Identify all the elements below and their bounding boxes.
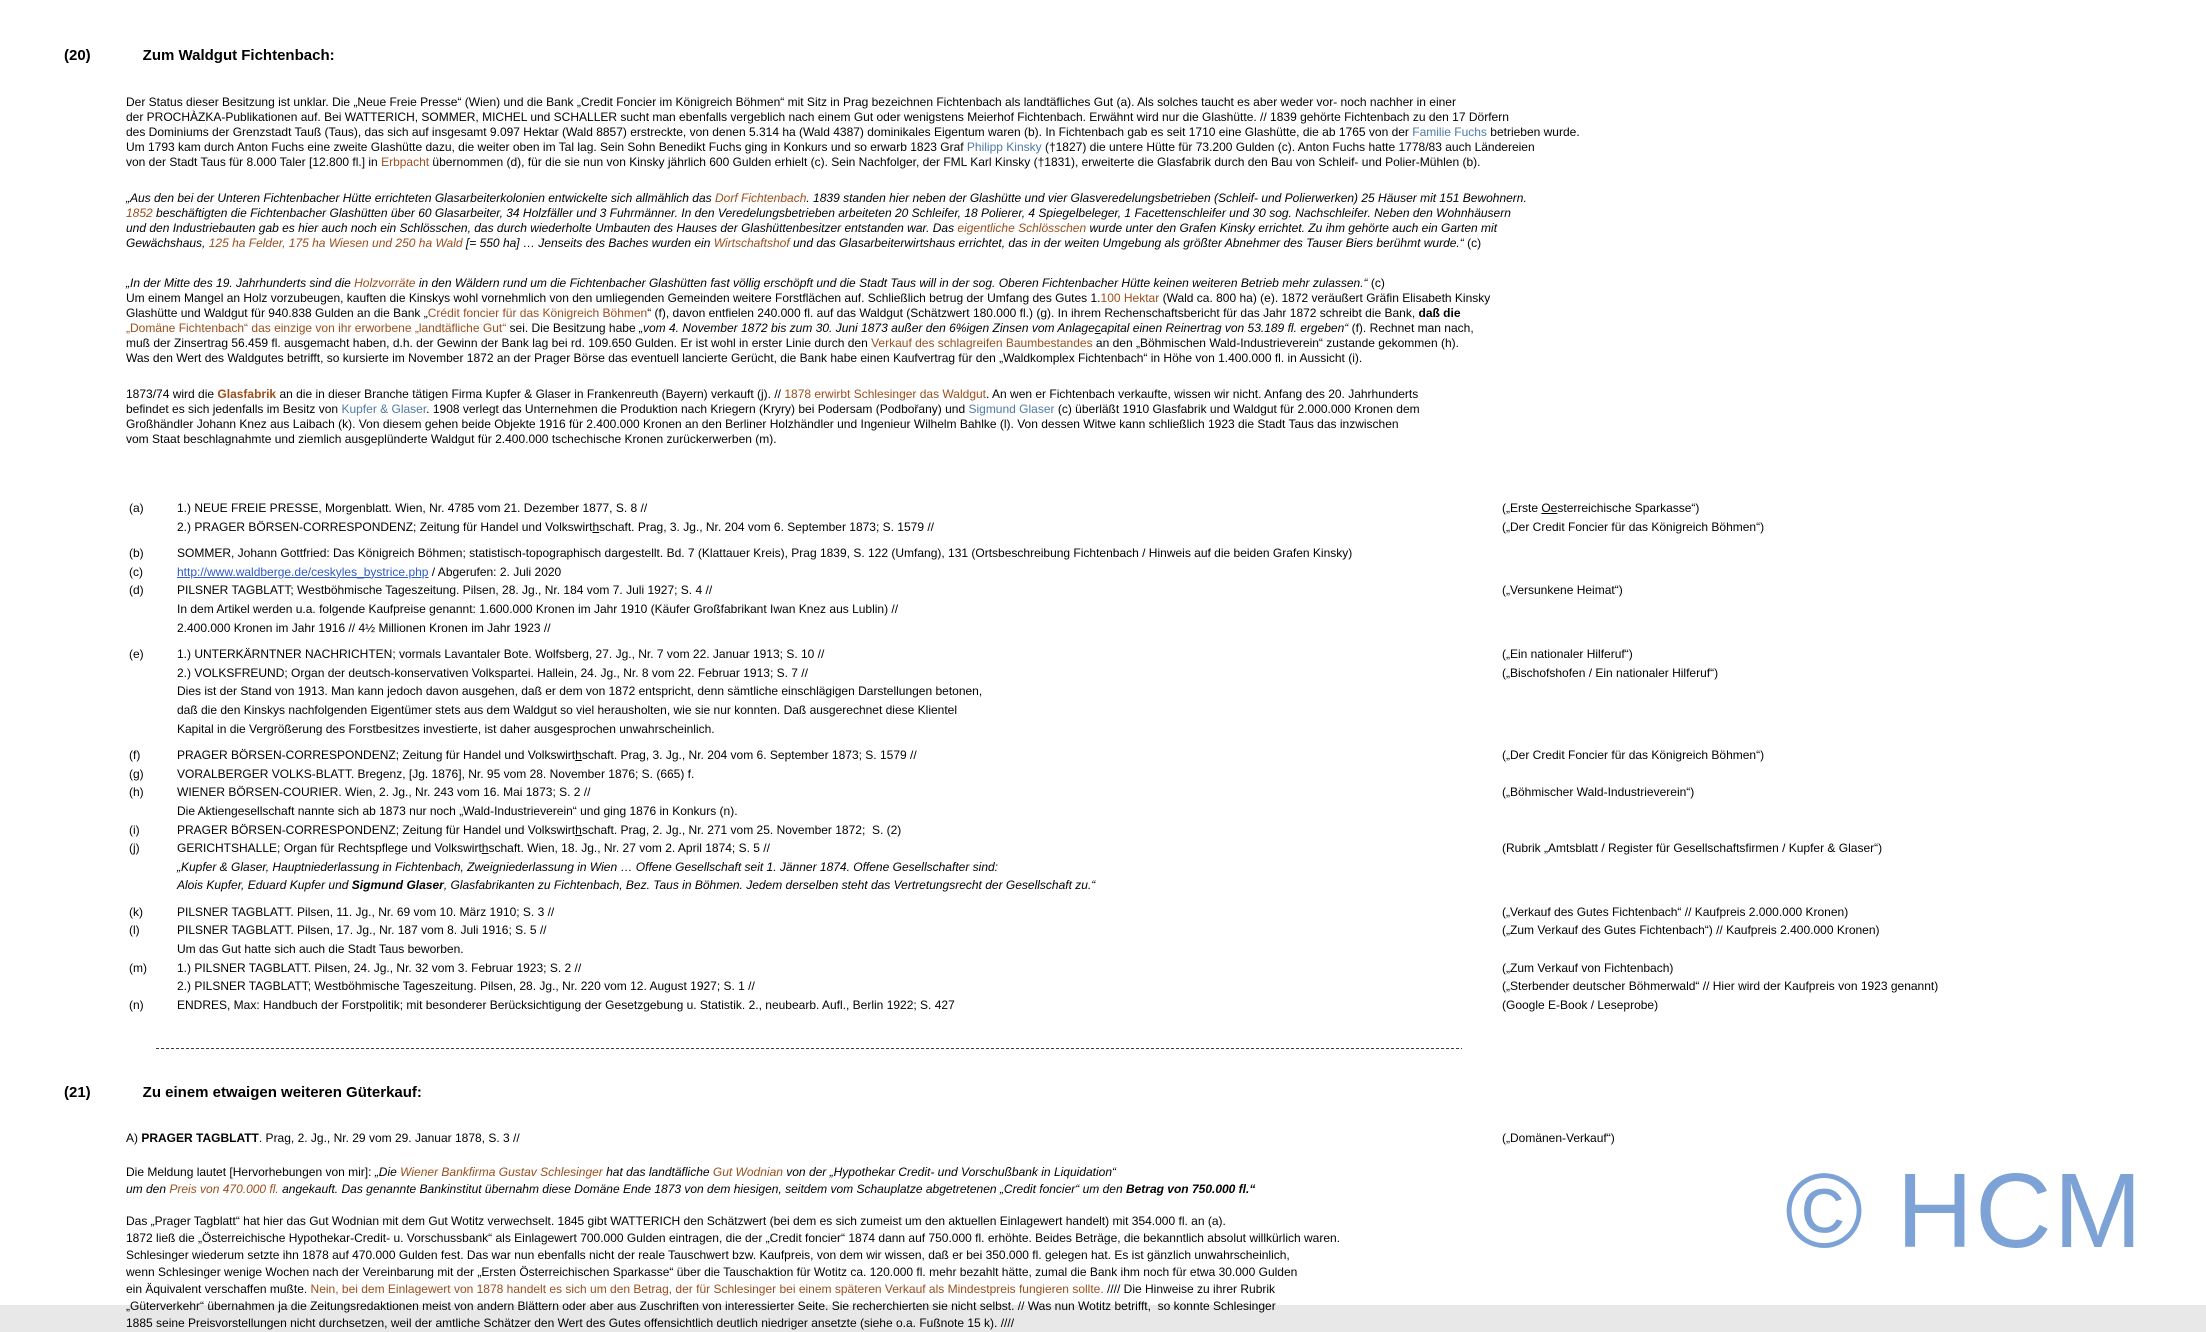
text-segment: Wiener Bankfirma Gustav Schlesinger [400, 1165, 603, 1180]
text-segment: („Der Credit Foncier für das Königreich Böhmen“) [1502, 519, 1765, 534]
footnote-text [177, 748, 917, 762]
section-20-number: (20) [64, 47, 91, 64]
text-line [126, 387, 2206, 402]
text-segment: der PROCHÀZKA-Publikationen auf. Bei WATTERICH, SOMMER, MICHEL und SCHALLER sucht man ebenfalls vergeblich nach einem Gut oder wenigstens Meierhof Fichtenbach. Erwähnt wird nur die Glashütte. // 1839 gehörte Fichtenbach zu den 17 Dörfern [126, 110, 1509, 124]
text-segment: h [575, 748, 582, 763]
text-line [126, 432, 2206, 447]
text-line [126, 125, 2206, 140]
text-segment: sterreichische Sparkasse“) [1557, 501, 1700, 515]
footnote-text [177, 905, 554, 919]
footnote-label: (m) [129, 960, 147, 975]
text-segment: 1.) PILSNER TAGBLATT. Pilsen, 24. Jg., Nr. 32 vom 3. Februar 1923; S. 2 // [177, 960, 582, 975]
text-segment: („Verkauf des Gutes Fichtenbach“ // Kaufpreis 2.000.000 Kronen) [1502, 904, 1849, 919]
text-segment: PILSNER TAGBLATT. Pilsen, 11. Jg., Nr. 69 vom 10. März 1910; S. 3 // [177, 904, 555, 919]
text-segment: / Abgerufen: 2. Juli 2020 [428, 564, 562, 579]
text-segment: Gut Wodnian [712, 1165, 783, 1180]
text-segment: „Aus den bei der Unteren Fichtenbacher Hütte errichteten Glasarbeiterkolonien entwickelte sich allmählich das [126, 191, 715, 205]
text-line [126, 336, 2206, 351]
text-line [126, 1315, 2206, 1332]
margin-annotation [1502, 581, 1623, 600]
text-segment: sei. Die Besitzung habe [506, 321, 639, 335]
text-segment: apital einen Reinertrag von 53.189 fl. ergeben“ [1100, 321, 1349, 335]
section-21-title: Zu einem etwaigen weiteren Güterkauf: [142, 1084, 422, 1102]
text-segment: „Kupfer & Glaser, Hauptniederlassung in Fichtenbach, Zweigniederlassung in Wien … Offene Gesellschaft seit 1. Jänner 1874. Offene Gesellschafter sind: [177, 859, 998, 874]
text-segment: („Versunkene Heimat“) [1502, 583, 1623, 598]
footnote-row [129, 600, 2206, 619]
footnote-text [177, 785, 590, 799]
text-line [126, 206, 2206, 221]
text-segment: Wirtschaftshof [713, 236, 790, 250]
text-segment: („Zum Verkauf des Gutes Fichtenbach“) // Kaufpreis 2.400.000 Kronen) [1502, 923, 1880, 938]
text-segment: (Rubrik „Amtsblatt / Register für Gesellschaftsfirmen / Kupfer & Glaser“) [1502, 841, 1883, 856]
footnote-label: (e) [129, 647, 144, 662]
text-segment: daß die den Kinskys nachfolgenden Eigentümer stets aus dem Waldgut so viel herausholten, wie sie nur konnten. Daß ausgerechnet diese Klientel [177, 702, 958, 717]
footnote-text [177, 767, 694, 781]
text-segment: „Domäne Fichtenbach“ das einzige von ihr erworbene „landtäfliche Gut“ [126, 321, 507, 335]
text-segment: . An wen er Fichtenbach verkaufte, wissen wir nicht. Anfang des 20. Jahrhunderts [986, 387, 1419, 401]
text-segment: In dem Artikel werden u.a. folgende Kaufpreise genannt: 1.600.000 Kronen im Jahr 1910 (Käufer Großfabrikant Iwan Knez aus Lublin) // [177, 601, 899, 616]
text-segment: Holzvorräte [354, 276, 416, 290]
text-segment: Dorf Fichtenbach [714, 191, 807, 205]
text-segment: von der Stadt Taus für 8.000 Taler [12.800 fl.] in [126, 155, 382, 169]
text-segment: //// Die Hinweise zu ihrer Rubrik [1103, 1282, 1276, 1297]
text-segment: des Dominiums der Grenzstadt Tauß (Taus), das sich auf insgesamt 9.097 Hektar (Wald 8857) erstreckte, von denen 5.314 ha (Wald 4387) dominikales Eigentum waren (b). In Fichtenbach gab es seit 1710 eine Glashütte, die ab 1765 von der [126, 125, 1413, 139]
text-segment: Das „Prager Tagblatt“ hat hier das Gut Wodnian mit dem Gut Wotitz verwechselt. 1845 gibt WATTERICH den Schätzwert (bei dem es sich zumeist um den aktuellen Einlagewert handelt) mit 354.000 fl. an (a). [126, 1214, 1226, 1229]
text-segment: Sigmund Glaser [968, 402, 1055, 416]
text-segment: („Bischofshofen / Ein nationaler Hilferuf“) [1502, 665, 1719, 680]
text-segment: Glasfabrik [217, 387, 277, 401]
text-segment: „Güterverkehr“ übernahmen ja die Zeitungsredaktionen meist von andern Blättern oder aber aus Zuschriften von interessierter Seite. Sie recherchierten sie nicht selbst. // Was nun Wotitz betrifft, so konnte Schlesinger [126, 1299, 1276, 1314]
footnote-row [129, 544, 2206, 563]
text-segment: Verkauf des schlagreifen Baumbestandes [871, 336, 1093, 350]
external-link[interactable]: http://www.waldberge.de/ceskyles_bystrice.php [177, 564, 429, 579]
text-segment: (Wald ca. 800 ha) (e). 1872 veräußert Gräfin Elisabeth Kinsky [1159, 291, 1491, 305]
text-segment: Erbpacht [381, 155, 430, 169]
text-segment: schaft. Prag, 3. Jg., Nr. 204 vom 6. September 1873; S. 1579 // [581, 748, 917, 763]
footnote-row [129, 940, 2206, 959]
text-segment: VORALBERGER VOLKS-BLATT. Bregenz, [Jg. 1876], Nr. 95 vom 28. November 1876; S. (665) f. [177, 766, 695, 781]
text-line [126, 95, 2206, 110]
text-segment: Sigmund Glaser [351, 878, 444, 893]
footnote-row [129, 746, 2206, 765]
footnote-label: (d) [129, 583, 144, 598]
text-line [126, 221, 2206, 236]
text-segment: h [592, 519, 600, 534]
paragraph-status-unclear [126, 95, 2206, 170]
margin-annotation [1502, 664, 1718, 683]
margin-annotation [1502, 518, 1764, 537]
text-segment: 1885 seine Preisvorstellungen nicht durchsetzen, weil der amtliche Schätzer den Wert des Gutes offensichtlich deutlich niedriger ansetzte (siehe o.a. Fußnote 15 k). //// [126, 1316, 1015, 1331]
paragraph-wood-and-bank [126, 276, 2206, 366]
margin-annotation [1502, 783, 1694, 802]
text-segment: Kupfer & Glaser [341, 402, 427, 416]
text-segment: („Sterbender deutscher Böhmerwald“ // Hier wird der Kaufpreis von 1923 genannt) [1502, 979, 1939, 994]
text-segment: betrieben wurde. [1486, 125, 1580, 139]
text-segment: Familie Fuchs [1412, 125, 1487, 139]
section-21-number: (21) [64, 1084, 91, 1102]
footnote-row [129, 802, 2206, 821]
text-segment: Die Aktiengesellschaft nannte sich ab 1873 nur noch „Wald-Industrieverein“ und ging 1876 in Konkurs (n). [177, 803, 738, 818]
footnote-text [177, 565, 561, 579]
text-segment: „In der Mitte des 19. Jahrhunderts sind die [126, 276, 355, 290]
margin-annotation [1502, 839, 1882, 858]
text-segment: („Erste [1502, 501, 1542, 515]
footnote-row [129, 959, 2206, 978]
text-segment: vom Staat beschlagnahmte und ziemlich ausgeplünderte Waldgut für 2.400.000 tschechische Kronen zurückerwerben (m). [126, 432, 777, 446]
text-line [126, 351, 2206, 366]
text-segment: (†1827) die untere Hütte für 73.200 Gulden (c). Anton Fuchs hatte 1778/83 auch Ländereien [1041, 140, 1535, 154]
text-segment: angekauft. Das genannte Bankinstitut übernahm diese Domäne Ende 1873 von dem hiesigen, seitdem vom Schauplatze abgetretenen „Credit foncier“ um den [278, 1182, 1126, 1197]
text-segment: „Die [374, 1165, 401, 1180]
footnote-text [177, 804, 738, 818]
text-segment: und den Industriebauten gab es hier auch noch ein Schlösschen, das durch wiederholte Umbauten des Hauses der Glashüttenbesitzer entstanden war. Das [126, 221, 958, 235]
text-segment: PRAGER BÖRSEN-CORRESPONDENZ; Zeitung für Handel und Volkswirt [177, 822, 576, 837]
margin-annotation [1502, 499, 1699, 518]
text-segment: Preis von 470.000 fl. [169, 1182, 279, 1197]
text-line [126, 402, 2206, 417]
text-segment: Oe [1541, 501, 1558, 515]
text-segment: Die Meldung lautet [Hervorhebungen von mir]: [126, 1165, 375, 1180]
text-segment: . 1839 standen hier neben der Glashütte und vier Glasveredelungsbetrieben (Schleif- und Polierwerken) 25 Häuser mit 151 Bewohnern. [806, 191, 1527, 205]
footnote-text [177, 878, 1095, 892]
margin-annotation [1502, 996, 1658, 1015]
footnote-label: (b) [129, 546, 144, 561]
text-segment: wurde unter den Grafen Kinsky errichtet. Zu ihm gehörte auch ein Garten mit [1086, 221, 1498, 235]
footnote-text [177, 621, 551, 635]
text-segment: Kapital in die Vergrößerung des Forstbesitzes investierte, ist daher ausgesprochen unwahrscheinlich. [177, 721, 715, 736]
text-segment: Alois Kupfer, Eduard Kupfer und [177, 878, 352, 893]
footnote-text [177, 602, 898, 616]
footnote-label: (j) [129, 841, 140, 856]
text-segment: Gewächshaus, [126, 236, 209, 250]
text-segment: Nein, bei dem Einlagewert von 1878 handelt es sich um den Betrag, der für Schlesinger bei einem späteren Verkauf als Mindestpreis fungieren sollte. [310, 1282, 1104, 1297]
footnote-row [129, 499, 2206, 518]
footnote-row [129, 765, 2206, 784]
footnote-text [177, 923, 547, 937]
text-segment: 2.) PILSNER TAGBLATT; Westböhmische Tageszeitung. Pilsen, 28. Jg., Nr. 220 vom 12. August 1927; S. 1 // [177, 979, 755, 994]
text-segment: (c) [1463, 236, 1482, 250]
text-segment: („Der Credit Foncier für das Königreich Böhmen“) [1502, 748, 1765, 763]
text-segment: 1852 [126, 206, 153, 220]
text-segment: und das Glasarbeiterwirtshaus errichtet, das in der weiten Umgebung als größter Abnehmer des Tauser Biers berühmt wurde.“ [789, 236, 1464, 250]
footnote-label: (f) [129, 748, 141, 763]
source-citation-line [126, 1129, 2206, 1147]
footnote-label: (c) [129, 564, 143, 579]
text-segment: wenn Schlesinger wenige Wochen nach der Vereinbarung mit der „Ersten Österreichischen Sparkasse“ über die Tauschaktion für Wotitz ca. 120.000 fl. mehr bezahlt hätte, zumal die Bank ihm noch für etwa 30.000 Gulden [126, 1265, 1298, 1280]
footnote-row [129, 563, 2206, 582]
text-segment: („Zum Verkauf von Fichtenbach) [1502, 960, 1674, 975]
text-segment: , Glasfabrikanten zu Fichtenbach, Bez. Taus in Böhmen. Jedem derselben steht das Vertretungsrecht der Gesellschaft zu.“ [443, 878, 1096, 893]
text-segment: um den [126, 1182, 170, 1197]
text-segment: c [1094, 321, 1101, 335]
footnote-text [177, 722, 715, 736]
footnote-row [129, 518, 2206, 537]
text-segment: 1872 ließ die „Österreichische Hypothekar-Credit- u. Vorschussbank“ als Einlagewert 700.000 Gulden eintragen, die der „Credit foncier“ 1874 dann auf 750.000 fl. erhöhte. Beides Beträge, die bekanntlich absolut willkürlich waren. [126, 1231, 1341, 1246]
footnote-text [177, 546, 1352, 560]
text-segment: Um das Gut hatte sich auch die Stadt Taus beworben. [177, 942, 464, 957]
text-segment: daß die [1418, 306, 1461, 320]
text-segment: PRAGER BÖRSEN-CORRESPONDENZ; Zeitung für Handel und Volkswirt [177, 748, 576, 763]
footnote-text [177, 501, 647, 515]
text-segment: h [575, 822, 582, 837]
text-line [126, 276, 2206, 291]
text-line [126, 140, 2206, 155]
footnote-list [129, 499, 2206, 1014]
text-segment: [= 550 ha] … Jenseits des Baches wurden ein [462, 236, 714, 250]
footnote-text [177, 684, 982, 698]
text-segment: ENDRES, Max: Handbuch der Forstpolitik; mit besonderer Berücksichtigung der Gesetzgebung u. Statistik. 2., neubearb. Aufl., Berlin 1922; S. 427 [177, 997, 955, 1012]
margin-annotation [1502, 977, 1938, 996]
text-segment: schaft. Prag, 3. Jg., Nr. 204 vom 6. September 1873; S. 1579 // [599, 519, 935, 534]
footnote-row [129, 996, 2206, 1015]
text-segment: Philipp Kinsky [966, 140, 1042, 154]
section-21-heading [64, 1063, 2206, 1123]
margin-annotation [1502, 921, 1880, 940]
footnote-row [129, 645, 2206, 664]
text-segment: Schlesinger wiederum setzte ihn 1878 auf 470.000 Gulden fest. Das war nun ebenfalls nicht der reale Tauschwert bzw. Kaufpreis, von dem wir wissen, daß er bei 350.000 fl. gelegen hat. Es ist gänzlich unwahrscheinlich, [126, 1248, 1290, 1263]
text-line [126, 291, 2206, 306]
text-segment: übernommen (d), für die sie nun von Kinsky jährlich 600 Gulden erhielt (c). Sein Nachfolger, der FML Karl Kinsky (†1831), erweiterte die Glasfabrik durch den Bau von Schleif- und Polier-Mühlen (b). [429, 155, 1481, 169]
footnote-label: (k) [129, 904, 143, 919]
section-20-title: Zum Waldgut Fichtenbach: [142, 47, 335, 64]
footnote-text [177, 666, 808, 680]
text-segment: (c) [1367, 276, 1385, 290]
text-segment: in den Wäldern rund um die Fichtenbacher Glashütten fast völlig erschöpft und die Stadt Taus will in der sog. Oberen Fichtenbacher Hütte keinen weiteren Betrieb mehr zulassen.“ [415, 276, 1368, 290]
text-segment: Großhändler Johann Knez aus Laibach (k). Von diesem gehen beide Objekte 1916 für 2.400.000 Kronen an den Berliner Holzhändler und Ingenieur Wilhelm Bahlke (l). Von dessen Witwe kann schließlich 1923 die Stadt Taus das inzwischen [126, 417, 1399, 431]
text-segment: A) [126, 1131, 142, 1146]
text-segment: 2.) PRAGER BÖRSEN-CORRESPONDENZ; Zeitung für Handel und Volkswirt [177, 519, 593, 534]
text-segment: PILSNER TAGBLATT; Westböhmische Tageszeitung. Pilsen, 28. Jg., Nr. 184 vom 7. Juli 1927; S. 4 // [177, 583, 713, 598]
text-segment: 100 Hektar [1100, 291, 1160, 305]
footnote-row [129, 876, 2206, 895]
text-segment: 1.) UNTERKÄRNTNER NACHRICHTEN; vormals Lavantaler Bote. Wolfsberg, 27. Jg., Nr. 7 vom 22. Januar 1913; S. 10 // [177, 647, 825, 662]
footnote-text [177, 823, 901, 837]
text-segment: schaft. Prag, 2. Jg., Nr. 271 vom 25. November 1872; S. (2) [581, 822, 902, 837]
footnote-row [129, 977, 2206, 996]
text-segment: PILSNER TAGBLATT. Pilsen, 17. Jg., Nr. 187 vom 8. Juli 1916; S. 5 // [177, 923, 547, 938]
text-segment: ein Äquivalent verschaffen mußte. [126, 1282, 311, 1297]
text-segment: 1.) NEUE FREIE PRESSE, Morgenblatt. Wien, Nr. 4785 vom 21. Dezember 1877, S. 8 // [177, 501, 648, 515]
footnote-text [177, 961, 581, 975]
text-segment: („Ein nationaler Hilferuf“) [1502, 647, 1633, 662]
text-line [126, 236, 2206, 251]
footnote-row [129, 701, 2206, 720]
text-segment: („Domänen-Verkauf“) [1502, 1131, 1615, 1146]
footnote-text [177, 860, 998, 874]
footnote-label: (a) [129, 501, 144, 515]
text-segment: Glashütte und Waldgut für 940.838 Gulden an die Bank „ [126, 306, 428, 320]
text-line [126, 306, 2206, 321]
footnote-row [129, 839, 2206, 858]
text-segment: “ (f), davon entfielen 240.000 fl. auf das Waldgut (Schätzwert 180.000 fl.) (g). In ihrem Rechenschaftsbericht für das Jahr 1872 schreibt die Bank, [647, 306, 1419, 320]
margin-annotation [1502, 959, 1673, 978]
text-line [126, 191, 2206, 206]
text-segment: Dies ist der Stand von 1913. Man kann jedoch davon ausgehen, daß er dem von 1872 entspricht, denn sämtliche einschlägigen Darstellungen betonen, [177, 684, 983, 699]
text-segment: Der Status dieser Besitzung ist unklar. Die „Neue Freie Presse“ (Wien) und die Bank „Credit Foncier im Königreich Böhmen“ mit Sitz in Prag bezeichnen Fichtenbach als landtäfliches Gut (a). Als solches taucht es aber weder vor- noch nachher in einer [126, 95, 1456, 109]
text-segment: („Böhmischer Wald-Industrieverein“) [1502, 785, 1695, 800]
margin-annotation [1502, 746, 1764, 765]
text-line [126, 1281, 2206, 1298]
text-segment: Betrag von 750.000 fl.“ [1125, 1182, 1256, 1197]
text-segment: Um einem Mangel an Holz vorzubeugen, kauften die Kinskys wohl vornehmlich von den umliegenden Gemeinden weitere Forstflächen auf. Schließlich betrug der Umfang des Gutes 1. [126, 291, 1101, 305]
footnote-row [129, 821, 2206, 840]
text-segment: (c) überläßt 1910 Glasfabrik und Waldgut für 2.000.000 Kronen dem [1054, 402, 1420, 416]
text-segment: an die in dieser Branche tätigen Firma Kupfer & Glaser in Frankenreuth (Bayern) verkauft (j). // [276, 387, 785, 401]
text-segment: schaft. Wien, 18. Jg., Nr. 27 vom 2. April 1874; S. 5 // [488, 841, 770, 856]
text-segment: von der „Hypothekar Credit- und Vorschußbank in Liquidation“ [782, 1165, 1116, 1180]
text-segment: . 1908 verlegt das Unternehmen die Produktion nach Kriegern (Kryry) bei Podersam (Podbořany) und [426, 402, 969, 416]
margin-annotation [1502, 1129, 1615, 1147]
text-segment: . Prag, 2. Jg., Nr. 29 vom 29. Januar 1878, S. 3 // [258, 1131, 520, 1146]
footnote-row [129, 720, 2206, 739]
text-line [126, 1298, 2206, 1315]
text-segment: befindet es sich jedenfalls im Besitz von [126, 402, 342, 416]
margin-annotation [1502, 645, 1633, 664]
paragraph-sale-history [126, 387, 2206, 447]
footnote-text [177, 703, 957, 717]
text-segment: 2.400.000 Kronen im Jahr 1916 // 4½ Millionen Kronen im Jahr 1923 // [177, 620, 551, 635]
footnote-label: (g) [129, 766, 144, 781]
footnote-row [129, 682, 2206, 701]
text-segment: (f). Rechnet man nach, [1348, 321, 1474, 335]
text-line [126, 155, 2206, 170]
footnote-label: (i) [129, 822, 140, 837]
footnote-text [177, 998, 955, 1012]
text-segment: 2.) VOLKSFREUND; Organ der deutsch-konservativen Volkspartei. Hallein, 24. Jg., Nr. 8 vom 22. Februar 1913; S. 7 // [177, 665, 808, 680]
text-segment: Was den Wert des Waldgutes betrifft, so kursierte im November 1872 an der Prager Börse das eventuell lancierte Gerücht, die Bank habe einen Kaufvertrag für den „Waldkomplex Fichtenbach“ in Höhe von 1.400.000 fl. in Aussicht (i). [126, 351, 1363, 365]
text-segment: muß der Zinsertrag 56.459 fl. ausgemacht haben, d.h. der Gewinn der Bank lag bei rd. 109.650 Gulden. Er ist wohl in erster Linie durch den [126, 336, 872, 350]
text-segment: PRAGER TAGBLATT [141, 1131, 259, 1146]
text-segment: GERICHTSHALLE; Organ für Rechtspflege und Volkswirt [177, 841, 482, 856]
footnote-text [177, 942, 464, 956]
footnote-row [129, 581, 2206, 600]
source-citation-text [126, 1131, 520, 1145]
separator-line [156, 1048, 1462, 1049]
text-segment: beschäftigten die Fichtenbacher Glashütten über 60 Glasarbeiter, 34 Holzfäller und 3 Fuhrmänner. In den Veredelungsbetrieben arbeiteten 20 Schleifer, 18 Polierer, 4 Spiegelbeleger, 1 Facettenschleifer und 30 sog. Nachschleifer. Neben den Wohnhäusern [152, 206, 1511, 220]
footnote-text [177, 583, 712, 597]
text-segment: 125 ha Felder, 175 ha Wiesen und 250 ha Wald [208, 236, 463, 250]
text-segment: eigentliche Schlösschen [957, 221, 1087, 235]
margin-annotation [1502, 903, 1848, 922]
text-line [126, 110, 2206, 125]
footnote-text [177, 841, 770, 855]
footnote-row [129, 921, 2206, 940]
footnote-label: (l) [129, 923, 140, 938]
footnote-row [129, 858, 2206, 877]
text-segment: an den „Böhmischen Wald-Industrieverein“ zustande gekommen (h). [1092, 336, 1459, 350]
text-segment: Um 1793 kam durch Anton Fuchs eine zweite Glashütte dazu, die weiter oben im Tal lag. Sein Sohn Benedikt Fuchs ging in Konkurs und so erwarb 1823 Graf [126, 140, 967, 154]
paragraph-quote-village [126, 191, 2206, 251]
footnote-text [177, 979, 755, 993]
section-20-heading [64, 26, 2206, 86]
footnote-text [177, 520, 934, 534]
footnote-row [129, 903, 2206, 922]
copyright-watermark: © HCM [1785, 1152, 2144, 1270]
text-line [126, 417, 2206, 432]
text-segment: „vom 4. November 1872 bis zum 30. Juni 1873 außer den 6%igen Zinsen vom Anlage [638, 321, 1095, 335]
text-segment: (Google E-Book / Leseprobe) [1502, 997, 1659, 1012]
footnote-text [177, 647, 824, 661]
footnote-row [129, 664, 2206, 683]
text-segment: 1878 erwirbt Schlesinger das Waldgut [784, 387, 987, 401]
footnote-label: (h) [129, 785, 144, 800]
text-segment: Crédit foncier für das Königreich Böhmen [427, 306, 648, 320]
text-segment: SOMMER, Johann Gottfried: Das Königreich Böhmen; statistisch-topographisch dargestellt. Bd. 7 (Klattauer Kreis), Prag 1839, S. 122 (Umfang), 131 (Ortsbeschreibung Fichtenbach / Hinweis auf die beiden Grafen Kinsky) [177, 546, 1353, 561]
footnote-row [129, 783, 2206, 802]
footnote-label: (n) [129, 997, 144, 1012]
text-segment: 1873/74 wird die [126, 387, 218, 401]
footnote-row [129, 619, 2206, 638]
text-segment: hat das landtäfliche [602, 1165, 713, 1180]
text-segment: WIENER BÖRSEN-COURIER. Wien, 2. Jg., Nr. 243 vom 16. Mai 1873; S. 2 // [177, 785, 591, 800]
text-line [126, 321, 2206, 336]
text-segment: h [481, 841, 489, 856]
